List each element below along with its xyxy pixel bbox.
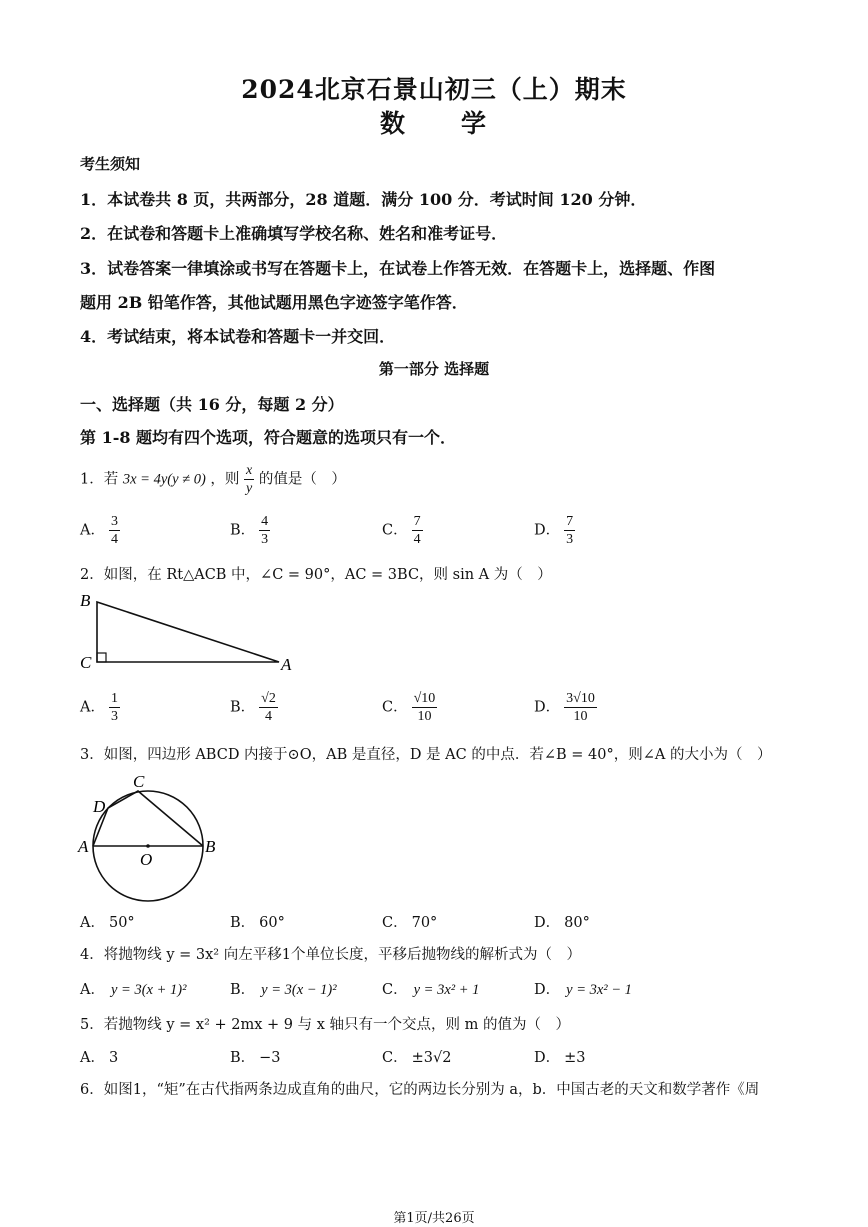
- label-a: A: [281, 655, 292, 674]
- q5-option-a: A． 3: [80, 1050, 119, 1066]
- label-o: O: [140, 850, 153, 869]
- q2-option-a: A． $\frac{1}{3}$: [80, 691, 118, 724]
- exam-title: 2024北京石景山初三（上）期末: [241, 75, 627, 104]
- label-b: B: [205, 837, 216, 856]
- question-6-stem: 6．如图1，“矩”在古代指两条边成直角的曲尺，它的两边长分别为 a，b．中国古老的天文和数学著作《周: [80, 1082, 760, 1098]
- q5-option-d: D． ±3: [534, 1050, 586, 1066]
- q1-option-b: B． $\frac{4}{3}$: [230, 514, 269, 547]
- section1-title: 一、选择题（共 16 分，每题 2 分）: [80, 395, 344, 414]
- question-2-stem: 2．如图，在 Rt△ACB 中，∠C = 90°，AC = 3BC，则 sin A 为（ ）: [80, 567, 552, 583]
- label-c: C: [133, 772, 145, 791]
- notice-item-1: 1．本试卷共 8 页，共两部分，28 道题．满分 100 分．考试时间 120 分钟．: [80, 190, 647, 209]
- q3-option-d: D． 80°: [534, 915, 590, 931]
- right-triangle-figure: [76, 590, 296, 674]
- notice-heading: 考生须知: [80, 155, 141, 173]
- q1-option-c: C． $\frac{7}{4}$: [382, 514, 421, 547]
- notice-item-3-cont: 题用 2B 铅笔作答，其他试题用黑色字迹签字笔作答．: [80, 293, 468, 312]
- q4-option-a: A． y = 3(x + 1)²: [80, 982, 187, 998]
- q2-option-c: C． $\frac{√10}{10}$: [382, 691, 436, 724]
- question-4-stem: 4．将抛物线 y = 3x² 向左平移1个单位长度，平移后抛物线的解析式为（ ）: [80, 947, 581, 963]
- question-5-stem: 5．若抛物线 y = x² + 2mx + 9 与 x 轴只有一个交点，则 m 的值为（ ）: [80, 1017, 570, 1033]
- fraction-x-over-y: $\frac{x}{y}$: [246, 463, 253, 496]
- q2-option-b: B． $\frac{√2}{4}$: [230, 691, 276, 724]
- notice-item-4: 4．考试结束，将本试卷和答题卡一并交回．: [80, 327, 396, 346]
- question-1-stem: 1．若 3x = 4y(y ≠ 0) ，则 $\frac{x}{y}$ 的值是（ ）: [80, 463, 346, 496]
- subject-title: 数 学: [379, 109, 488, 138]
- label-b: B: [80, 591, 91, 610]
- page-footer: 第1页/共26页: [393, 1211, 475, 1226]
- label-a: A: [78, 837, 89, 856]
- inscribed-quadrilateral-figure: [76, 770, 226, 905]
- q1-option-a: A． $\frac{3}{4}$: [80, 514, 118, 547]
- q4-option-b: B． y = 3(x − 1)²: [230, 982, 337, 998]
- notice-item-2: 2．在试卷和答题卡上准确填写学校名称、姓名和准考证号．: [80, 224, 508, 243]
- question-3-stem: 3．如图，四边形 ABCD 内接于⊙O，AB 是直径，D 是 AC 的中点．若∠B = 40°，则∠A 的大小为（ ）: [80, 747, 772, 763]
- q1-option-d: D． $\frac{7}{3}$: [534, 514, 574, 547]
- q3-option-b: B． 60°: [230, 915, 285, 931]
- label-d: D: [93, 797, 106, 816]
- section1-instruction: 第 1-8 题均有四个选项，符合题意的选项只有一个．: [80, 428, 457, 447]
- q5-option-c: C． ±3√2: [382, 1050, 452, 1066]
- q4-option-d: D． y = 3x² − 1: [534, 982, 632, 998]
- notice-item-3: 3．试卷答案一律填涂或书写在答题卡上，在试卷上作答无效．在答题卡上，选择题、作图: [80, 259, 716, 278]
- q4-option-c: C． y = 3x² + 1: [382, 982, 480, 998]
- part1-title: 第一部分 选择题: [378, 360, 490, 378]
- q3-option-c: C． 70°: [382, 915, 438, 931]
- label-c: C: [80, 653, 92, 672]
- q5-option-b: B． −3: [230, 1050, 281, 1066]
- q3-option-a: A． 50°: [80, 915, 135, 931]
- q2-option-d: D． $\frac{3√10}{10}$: [534, 691, 595, 724]
